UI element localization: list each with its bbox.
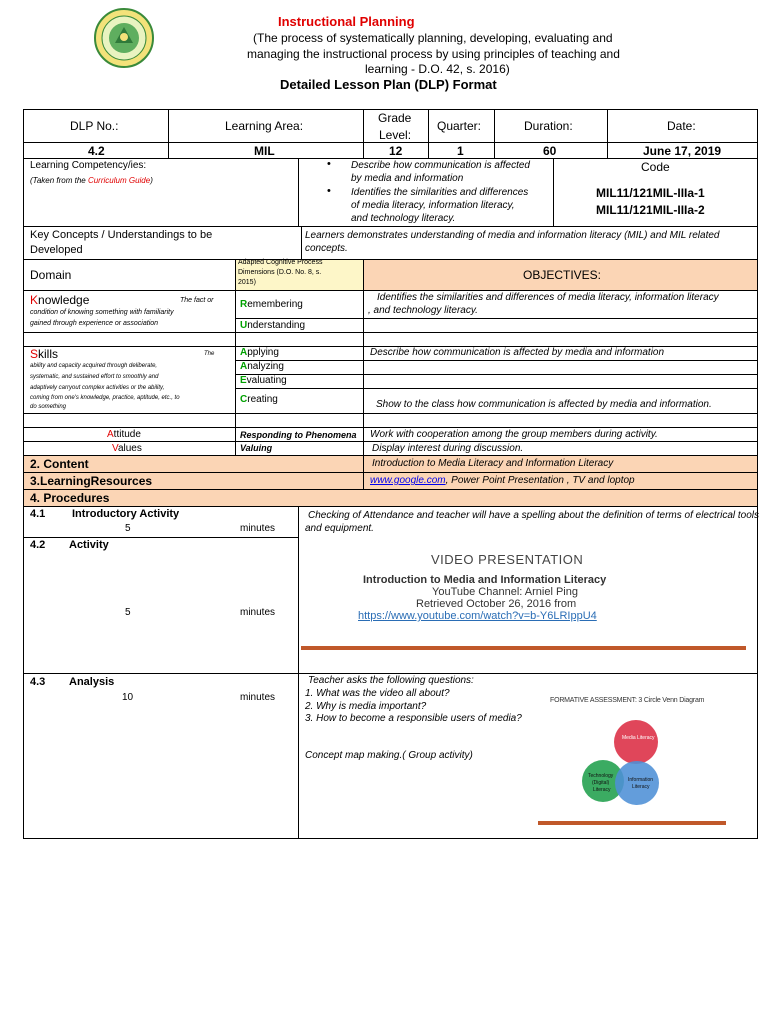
acpd-line1: Adapted Cognitive Process [238,259,323,266]
venn-tech-label-3: Literacy [593,787,611,793]
key-concepts-text-1: Learners demonstrates understanding of media and information literacy (MIL) and MIL related [305,230,720,241]
skills-objective-applying: Describe how communication is affected by media and information [370,347,665,358]
key-concepts-label-2: Developed [30,244,83,256]
knowledge-def-2: condition of knowing something with familiarity [30,309,174,316]
procedures-label: 4. Procedures [30,491,110,505]
knowledge-objective-1: Identifies the similarities and differences of media literacy, information literacy [377,292,719,303]
video-line-3: Retrieved October 26, 2016 from [416,598,577,610]
skills-label: Skills [30,347,59,361]
skills-def-5: do something [30,404,67,410]
bullet-1: • [327,158,331,170]
creating-label: Creating [240,394,278,405]
intro-activity-label: Introductory Activity [72,508,180,520]
attitude-objective: Work with cooperation among the group members during activity. [370,429,658,440]
competency-1-line2: by media and information [351,173,464,184]
video-title: VIDEO PRESENTATION [431,552,584,567]
google-link[interactable]: www.google.com [370,475,446,486]
evaluating-label: Evaluating [240,375,287,386]
venn-circles [538,687,738,827]
quarter-value: 1 [457,144,464,158]
analysis-minutes: 10 [122,692,134,703]
venn-info-label-1: Information [628,777,654,783]
key-concepts-text-2: concepts. [305,243,348,254]
grade-level-header-2: Level: [379,128,412,142]
content-text: Introduction to Media Literacy and Information Literacy [372,458,614,469]
valuing-label: Valuing [240,443,273,453]
analysis-label: Analysis [69,676,115,688]
school-seal-icon [93,7,155,69]
code-2: MIL11/121MIL-IIIa-2 [596,203,705,217]
objectives-header: OBJECTIVES: [523,268,602,282]
skills-def-4: coming from one's knowledge, practice, aptitude, etc., to [30,395,180,401]
quarter-header: Quarter: [437,119,482,133]
intro-activity-text-2: and equipment. [305,523,374,534]
competency-2-line2: of media literacy, information literacy, [351,200,515,211]
intro-activity-unit: minutes [240,523,276,534]
header-desc-line3: learning - D.O. 42, s. 2016) [365,62,510,76]
bullet-2: • [327,185,331,197]
competency-2-line3: and technology literacy. [351,213,456,224]
venn-media-label: Media Literacy [622,735,655,741]
school-seal-logo [93,7,155,69]
header-desc-line1: (The process of systematically planning, developing, evaluating and [253,31,613,45]
learning-area-value: MIL [254,144,275,158]
content-label: 2. Content [30,457,89,471]
remembering-label: Remembering [240,299,303,310]
skills-objective-creating: Show to the class how communication is affected by media and information. [376,399,712,410]
learning-area-header: Learning Area: [225,119,304,133]
analysis-num: 4.3 [30,676,46,688]
competency-2-line1: Identifies the similarities and differences [351,187,529,198]
skills-def-the: The [204,351,215,357]
competency-note: (Taken from the Curriculum Guide) [30,176,153,185]
procedures-bg [23,489,757,506]
date-header: Date: [667,119,696,133]
venn-tech-label-1: Technology [588,773,614,779]
understanding-label: Understanding [240,320,306,331]
intro-activity-num: 4.1 [30,508,46,520]
key-concepts-label-1: Key Concepts / Understandings to be [30,229,213,241]
activity-label: Activity [69,539,109,551]
questions-intro: Teacher asks the following questions: [308,675,474,686]
intro-activity-minutes: 5 [125,523,131,534]
video-slide-bar [301,646,746,650]
competency-1-line1: Describe how communication is affected [351,160,530,171]
venn-tech-label-2: (Digital) [592,780,610,786]
video-line-2: YouTube Channel: Arniel Ping [432,586,578,598]
venn-info-label-2: Literacy [632,784,650,790]
question-1: 1. What was the video all about? [305,688,450,699]
resources-label: 3.LearningResources [30,474,153,488]
header-desc-line2: managing the instructional process by using principles of teaching and [247,47,620,61]
page-subtitle: Detailed Lesson Plan (DLP) Format [280,77,497,92]
code-label: Code [641,160,670,174]
venn-title: FORMATIVE ASSESSMENT: 3 Circle Venn Diagram [550,697,705,704]
resources-text: www.google.com, Power Point Presentation , TV and loptop [370,475,635,486]
dlp-no-header: DLP No.: [70,119,119,133]
applying-label: Applying [240,347,279,358]
acpd-line3: 2015) [238,279,256,286]
question-3: 3. How to become a responsible users of media? [305,713,522,724]
video-line-1: Introduction to Media and Information Literacy [363,574,607,586]
intro-activity-text-1: Checking of Attendance and teacher will have a spelling about the definition of terms of electrical tools [308,510,760,521]
skills-def-3: adaptively carryout complex activities or the ability, [30,385,165,391]
duration-header: Duration: [524,119,573,133]
activity-minutes: 5 [125,607,131,618]
video-link[interactable]: https://www.youtube.com/watch?v=b-Y6LRIppU4 [358,610,597,622]
question-2: 2. Why is media important? [305,701,427,712]
domain-label: Domain [30,268,72,282]
skills-def-2: systematic, and sustained effort to smoothly and [30,374,159,380]
grade-level-value: 12 [389,144,403,158]
code-1: MIL11/121MIL-IIIa-1 [596,186,705,200]
knowledge-def-1: The fact or [180,297,214,304]
activity-unit: minutes [240,607,276,618]
knowledge-def-3: gained through experience or association [30,320,159,327]
knowledge-objective-2: , and technology literacy. [368,305,478,316]
activity-num: 4.2 [30,539,46,551]
responding-label: Responding to Phenomena [240,430,357,440]
dlp-no-value: 4.2 [88,144,105,158]
values-objective: Display interest during discussion. [372,443,524,454]
attitude-label: Attitude [107,429,141,440]
acpd-line2: Dimensions (D.O. No. 8, s. [238,269,322,276]
date-value: June 17, 2019 [643,144,722,158]
duration-value: 60 [543,144,557,158]
concept-map-text: Concept map making.( Group activity) [305,750,473,761]
header-title: Instructional Planning [278,14,415,29]
grade-level-header-1: Grade [378,111,412,125]
venn-diagram [538,687,738,827]
analyzing-label: Analyzing [240,361,284,372]
skills-def-1: ability and capacity acquired through deliberate, [30,363,158,369]
video-slide [301,542,754,650]
knowledge-label: Knowledge [30,293,90,307]
values-label: Values [112,443,142,454]
analysis-unit: minutes [240,692,276,703]
competency-label: Learning Competency/ies: [30,160,147,171]
